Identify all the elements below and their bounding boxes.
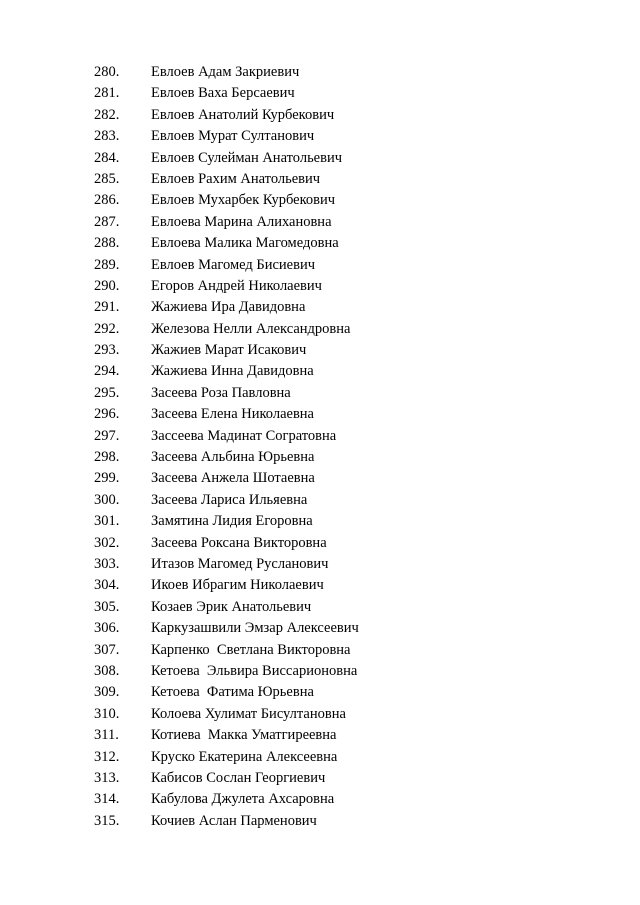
list-item-number: 283. — [94, 128, 120, 145]
list-item-number: 305. — [94, 598, 120, 615]
list-item-number: 297. — [94, 427, 120, 444]
list-item — [0, 490, 640, 511]
list-item — [0, 169, 640, 190]
list-item-number: 287. — [94, 213, 120, 230]
list-item — [0, 447, 640, 468]
list-item — [0, 276, 640, 297]
list-item-number: 310. — [94, 705, 120, 722]
list-item-name: Жажиев Марат Исакович — [151, 342, 307, 359]
list-item-name: Евлоева Марина Алихановна — [151, 213, 332, 230]
list-item-number: 285. — [94, 170, 120, 187]
list-item-number: 302. — [94, 534, 120, 551]
list-item — [0, 404, 640, 425]
list-item-name: Засеева Роза Павловна — [151, 384, 291, 401]
list-item-name: Евлоев Магомед Бисиевич — [151, 256, 316, 273]
list-item — [0, 704, 640, 725]
list-item — [0, 468, 640, 489]
list-item-number: 312. — [94, 748, 120, 765]
list-item-number: 291. — [94, 299, 120, 316]
list-item-name: Евлоев Мухарбек Курбекович — [151, 192, 336, 209]
list-item — [0, 725, 640, 746]
numbered-name-list — [0, 62, 640, 832]
list-item-number: 308. — [94, 662, 120, 679]
list-item — [0, 533, 640, 554]
list-item-name: Кетоева Фатима Юрьевна — [151, 684, 314, 701]
list-item — [0, 62, 640, 83]
list-item — [0, 383, 640, 404]
list-item-name: Евлоев Сулейман Анатольевич — [151, 149, 343, 166]
list-item-number: 282. — [94, 106, 120, 123]
list-item-name: Жажиева Ира Давидовна — [151, 299, 306, 316]
list-item-number: 307. — [94, 641, 120, 658]
list-item — [0, 319, 640, 340]
list-item — [0, 190, 640, 211]
list-item-number: 299. — [94, 470, 120, 487]
list-item-number: 295. — [94, 384, 120, 401]
list-item-number: 296. — [94, 406, 120, 423]
list-item-number: 292. — [94, 320, 120, 337]
list-item-number: 294. — [94, 363, 120, 380]
list-item — [0, 212, 640, 233]
list-item — [0, 575, 640, 596]
list-item-name: Кочиев Аслан Парменович — [151, 812, 317, 829]
list-item-name: Карпенко Светлана Викторовна — [151, 641, 351, 658]
list-item — [0, 789, 640, 810]
list-item-number: 306. — [94, 620, 120, 637]
list-item-name: Замятина Лидия Егоровна — [151, 513, 313, 530]
list-item-number: 286. — [94, 192, 120, 209]
list-item-name: Засеева Роксана Викторовна — [151, 534, 327, 551]
list-item — [0, 105, 640, 126]
list-item — [0, 233, 640, 254]
list-item-number: 293. — [94, 342, 120, 359]
list-item-number: 280. — [94, 64, 120, 80]
list-item-name: Икоев Ибрагим Николаевич — [151, 577, 324, 594]
list-item-name: Козаев Эрик Анатольевич — [151, 598, 312, 615]
list-item-name: Железова Нелли Александровна — [151, 320, 351, 337]
list-item-number: 303. — [94, 555, 120, 572]
list-item-name: Колоева Хулимат Бисултановна — [151, 705, 346, 722]
list-item-number: 304. — [94, 577, 120, 594]
list-item-number: 301. — [94, 513, 120, 530]
list-item — [0, 661, 640, 682]
list-item-number: 281. — [94, 85, 120, 102]
list-item-name: Засеева Анжела Шотаевна — [151, 470, 315, 487]
list-item-number: 309. — [94, 684, 120, 701]
list-item-name: Котиева Макка Уматгиреевна — [151, 727, 337, 744]
list-item — [0, 554, 640, 575]
list-item-name: Евлоев Адам Закриевич — [151, 64, 300, 80]
list-item-number: 298. — [94, 449, 120, 466]
list-item-name: Евлоев Мурат Султанович — [151, 128, 315, 145]
list-item — [0, 340, 640, 361]
list-item-number: 288. — [94, 235, 120, 252]
list-item-name: Каркузашвили Эмзар Алексеевич — [151, 620, 359, 637]
list-item-number: 313. — [94, 769, 120, 786]
list-item — [0, 426, 640, 447]
list-item-name: Евлоева Малика Магомедовна — [151, 235, 339, 252]
list-item — [0, 83, 640, 104]
list-item-name: Егоров Андрей Николаевич — [151, 277, 322, 294]
list-item-name: Кабисов Сослан Георгиевич — [151, 769, 326, 786]
list-item-name: Евлоев Анатолий Курбекович — [151, 106, 335, 123]
list-item-name: Евлоев Ваха Берсаевич — [151, 85, 295, 102]
list-item-number: 311. — [94, 727, 119, 744]
list-item — [0, 640, 640, 661]
list-item — [0, 255, 640, 276]
list-item-name: Засеева Альбина Юрьевна — [151, 449, 315, 466]
list-item — [0, 811, 640, 832]
list-item-name: Засеева Елена Николаевна — [151, 406, 314, 423]
list-item-name: Евлоев Рахим Анатольевич — [151, 170, 321, 187]
list-item-number: 284. — [94, 149, 120, 166]
list-item-number: 315. — [94, 812, 120, 829]
list-item — [0, 597, 640, 618]
list-item-number: 289. — [94, 256, 120, 273]
list-item — [0, 148, 640, 169]
list-item-name: Засеева Лариса Ильяевна — [151, 491, 308, 508]
list-item-name: Итазов Магомед Русланович — [151, 555, 329, 572]
list-item — [0, 511, 640, 532]
list-item-name: Зассеева Мадинат Согратовна — [151, 427, 337, 444]
list-item — [0, 682, 640, 703]
list-item — [0, 768, 640, 789]
list-item — [0, 297, 640, 318]
list-item-name: Жажиева Инна Давидовна — [151, 363, 314, 380]
list-item-name: Кетоева Эльвира Виссарионовна — [151, 662, 358, 679]
list-item-number: 300. — [94, 491, 120, 508]
list-item — [0, 747, 640, 768]
list-item-number: 290. — [94, 277, 120, 294]
list-item — [0, 361, 640, 382]
list-item — [0, 618, 640, 639]
list-item-name: Кабулова Джулета Ахсаровна — [151, 791, 335, 808]
list-item — [0, 126, 640, 147]
list-item-name: Круско Екатерина Алексеевна — [151, 748, 338, 765]
list-item-number: 314. — [94, 791, 120, 808]
